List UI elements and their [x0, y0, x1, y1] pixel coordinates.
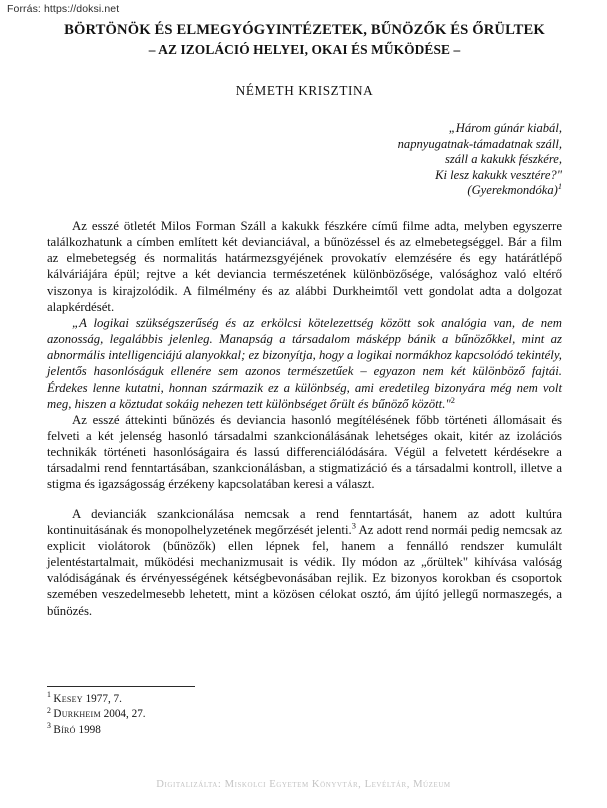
epigraph-attribution-text: (Gyerekmondóka): [467, 183, 558, 198]
footnote-area: [47, 686, 562, 738]
footnote-number: 3: [47, 721, 51, 731]
page-title: BÖRTÖNÖK ÉS ELMEGYÓGYINTÉZETEK, BŰNÖZŐK ÉS ŐRÜLTEK: [64, 22, 545, 38]
footnote-separator-rule: [47, 686, 195, 687]
title-block: [47, 21, 562, 59]
durkheim-blockquote: [47, 315, 562, 412]
footnote-item: [47, 723, 562, 738]
footnote-ref-2[interactable]: 2: [450, 395, 455, 405]
blockquote-text: „A logikai szükségszerűség és az erkölcsi kötelezettség között sok analógia van, de nem azonosság, legalábbis jelenleg. Manapság a társadalom másképp bánik a bűnözőkkel, mint az abnormális intelligenciájú alanyokkal; ez bizonyítja, hogy a logikai normákhoz kapcsolódó tekintély, jelentős hasonlóságuk ellenére sem azonos természetűek – egyazon nem két különböző fajtái. Érdekes lenne kutatni, honnan származik ez a különbség, ami eredetileg bizonyára még nem volt meg, hiszen a köztudat sokáig nehezen tett különbséget őrült és bűnöző között.": [47, 315, 562, 411]
digitization-footer: Digitalizálta: Miskolci Egyetem Könyvtár, Levéltár, Múzeum: [156, 779, 451, 790]
footnote-author: Bíró: [53, 723, 76, 736]
page-subtitle: – AZ IZOLÁCIÓ HELYEI, OKAI ÉS MŰKÖDÉSE –: [148, 42, 461, 57]
author-name: NÉMETH KRISZTINA: [235, 83, 374, 98]
epigraph-line: száll a kakukk fészkére,: [444, 152, 562, 167]
footnote-citation: 2004, 27.: [103, 708, 146, 721]
footnote-number: 1: [47, 690, 51, 700]
paragraph-intro: Az esszé ötletét Milos Forman Száll a kakukk fészkére című filme adta, melyben egyszerre találkozhatunk a címben említett két devianciával, a bűnözéssel és az elmebetegséggel. Bár a film az elmebetegség és normalitás határmezsgyéjének provokatív elemzésére és egy határátlépő kálváriájára épül; rejtve a két deviancia természetének különbözősége, valósághoz való eltérő viszonya is kirajzolódik. A filmélmény és az alábbi Durkheimtől vett gondolat adta a dolgozat alapkérdését.: [47, 218, 562, 314]
footnote-item: [47, 692, 562, 707]
footnote-citation: 1977, 7.: [85, 693, 122, 705]
document-content: [47, 0, 562, 619]
footnote-author: Durkheim: [53, 708, 101, 721]
paragraph-sanctions-part-a: A devianciák szankcionálása nemcsak a rend fenntartását, hanem az adott kultúra kontinuitásának és monopolhelyzetének megőrzését jelenti.: [47, 506, 562, 537]
paragraph-sanctions-part-b: Az adott rend normái pedig nemcsak az explicit violátorok (bűnözők) ellen lépnek fel, hanem a fennálló rendszer kumulált jelentéstartalmait, működési mechanizmusait is védik. Ily módon az „őrültek" kihívása valóság valódiságának és érvényességének kétségbevonásában rejlik. Ez bizonyos korokban és csoportok szemében veszedelmesebb lehetett, mint a közösen célokat osztó, ám újító jellegű normaszegés, a bűnözés.: [47, 522, 562, 618]
epigraph-line: napnyugatnak-támadatnak száll,: [397, 136, 562, 151]
footnote-ref-3[interactable]: 3: [351, 520, 356, 531]
source-url-stamp: Forrás: https://doksi.net: [7, 3, 120, 15]
epigraph-line: „Három gúnár kiabál,: [448, 121, 562, 135]
epigraph-line: Ki lesz kakukk vesztére?": [435, 167, 562, 182]
paragraph-overview: Az esszé áttekinti bűnözés és deviancia hasonló megítélésének főbb történeti állomásait és felveti a két jelenség hasonló társadalmi szankcionálásának lehetséges okait, kitér az izolációs technikák történeti hasonlóságaira és lassú differenciálódására. Végül a felvetett kérdésekre a társadalmi rend fenntartásában, szankcionálásban, a stigmatizáció és a társadalmi kontroll, illetve a stigma és igazságosság érzékeny kapcsolatában keresi a választ.: [47, 412, 562, 492]
footnote-citation: 1998: [78, 723, 101, 736]
footnote-author: Kesey: [53, 693, 83, 705]
footnote-number: 2: [47, 705, 51, 715]
epigraph-attribution: [47, 183, 562, 199]
paragraph-sanctions: [47, 506, 562, 619]
footnote-ref-1[interactable]: 1: [557, 182, 562, 192]
epigraph-poem: [47, 121, 562, 199]
footnote-item: [47, 707, 562, 722]
